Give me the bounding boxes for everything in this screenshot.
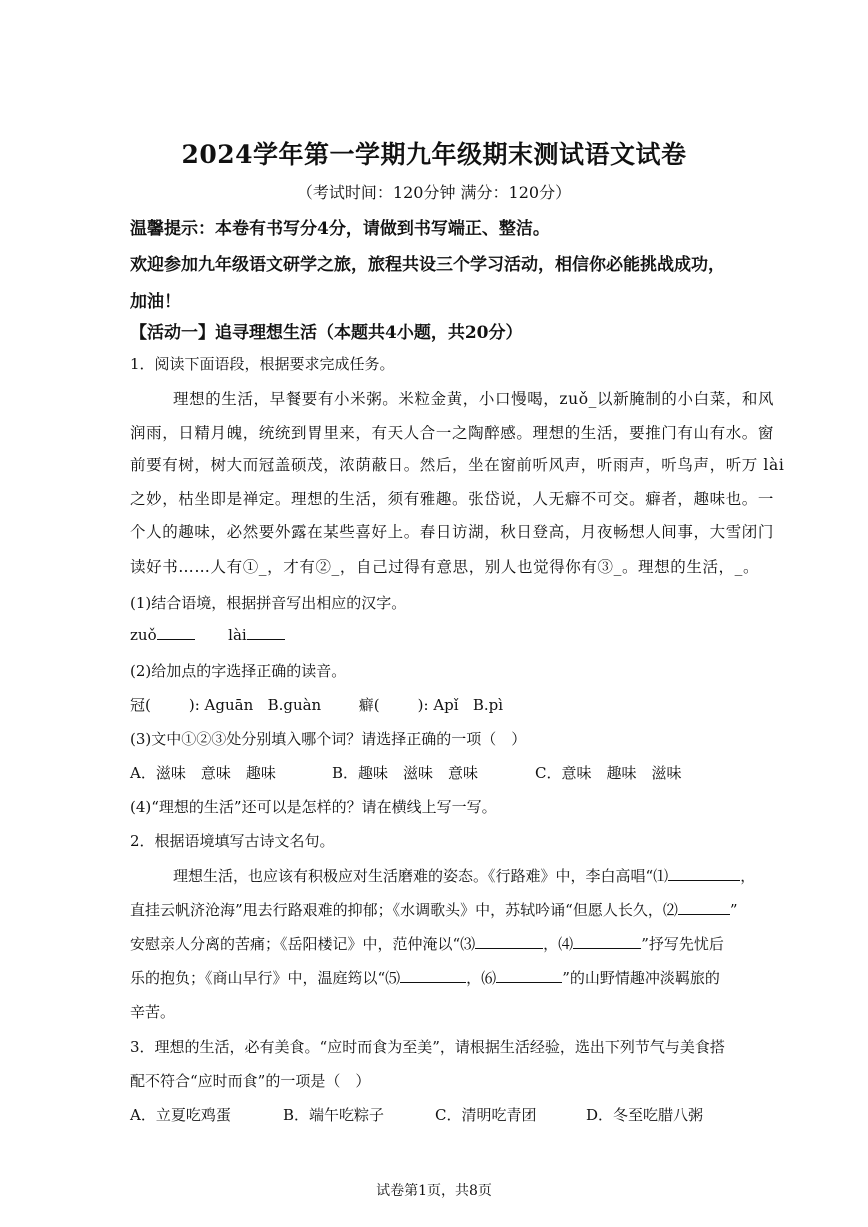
poem-blank-4[interactable] <box>573 934 641 949</box>
choice-b[interactable]: B．趣味 滋味 意味 <box>332 764 479 782</box>
poem-blank-5[interactable] <box>400 968 466 983</box>
poem-line-2: 直挂云帆济沧海”甩去行路艰难的抑郁；《水调歌头》中，苏轼吟诵“但愿人长久，⑵ ” <box>130 901 738 919</box>
choice-b[interactable]: B．端午吃粽子 <box>283 1106 385 1124</box>
passage-line: 个人的趣味，必然要外露在某些喜好上。春日访湖，秋日登高，月夜畅想人间事，大雪闭门 <box>130 523 775 541</box>
pronunciation-choices: 冠( ): Aguān B.guàn 癖( ): Apǐ B.pì <box>130 696 504 714</box>
pi-option-a: Apǐ <box>433 696 459 714</box>
poem-blank-2[interactable] <box>678 900 730 915</box>
question-1-stem: 1．阅读下面语段，根据要求完成任务。 <box>130 355 395 373</box>
question-3-stem-cont: 配不符合“应时而食”的一项是（ ） <box>130 1072 371 1090</box>
sub-question-1: (1)结合语境，根据拼音写出相应的汉字。 <box>130 594 407 612</box>
passage-line: 之妙，枯坐即是禅定。理想的生活，须有雅趣。张岱说，人无癖不可交。癖者，趣味也。一 <box>130 490 775 508</box>
question-2-stem: 2．根据语境填写古诗文名句。 <box>130 832 335 850</box>
writing-tip: 温馨提示：本卷有书写分4分，请做到书写端正、整洁。 <box>130 219 550 239</box>
guan-option-a: Aguān <box>204 696 254 714</box>
page-number: 试卷第1页，共8页 <box>376 1183 492 1199</box>
poem-blank-3[interactable] <box>475 934 543 949</box>
choice-a[interactable]: A．立夏吃鸡蛋 <box>130 1106 231 1124</box>
choice-c[interactable]: C．意味 趣味 滋味 <box>535 764 682 782</box>
guan-char: 冠( <box>130 696 151 714</box>
choice-d[interactable]: D．冬至吃腊八粥 <box>586 1106 704 1124</box>
answer-blank-zuo[interactable] <box>157 625 195 640</box>
exam-subtitle: （考试时间：120分钟 满分：120分） <box>296 183 572 202</box>
poem-blank-6[interactable] <box>496 968 562 983</box>
question-3-stem: 3．理想的生活，必有美食。“应时而食为至美”，请根据生活经验，选出下列节气与美食搭 <box>130 1038 725 1056</box>
poem-line-5: 辛苦。 <box>130 1003 176 1021</box>
sub-question-4: (4)“理想的生活”还可以是怎样的？请在横线上写一写。 <box>130 798 497 816</box>
pi-option-b: B.pì <box>472 696 504 714</box>
pinyin-zuo-item <box>130 625 285 644</box>
passage-line: 前要有树，树大而冠盖硕茂，浓荫蔽日。然后，坐在窗前听风声，听雨声，听鸟声，听万 lài <box>130 456 785 474</box>
choice-c[interactable]: C．清明吃青团 <box>435 1106 537 1124</box>
poem-blank-1[interactable] <box>668 866 740 881</box>
pinyin-zuo: zuǒ <box>130 626 157 644</box>
sub-question-2: (2)给加点的字选择正确的读音。 <box>130 662 347 680</box>
activity-heading: 【活动一】追寻理想生活（本题共4小题，共20分） <box>130 323 523 343</box>
exam-title: 2024学年第一学期九年级期末测试语文试卷 <box>181 140 687 169</box>
sub-question-3: (3)文中①②③处分别填入哪个词？请选择正确的一项（ ） <box>130 730 527 748</box>
pinyin-lai: lài <box>228 626 247 644</box>
passage-line: 读好书……人有①_，才有②_，自己过得有意思，别人也觉得你有③_。理想的生活，_。 <box>130 558 760 576</box>
poem-line-4: 乐的抱负；《商山早行》中，温庭筠以“⑸ ，⑹ ”的山野情趣冲淡羁旅的 <box>130 969 720 987</box>
welcome-line: 欢迎参加九年级语文研学之旅，旅程共设三个学习活动，相信你必能挑战成功， <box>130 255 725 275</box>
passage-line: 理想的生活，早餐要有小米粥。米粒金黄，小口慢喝，zuǒ_以新腌制的小白菜，和风 <box>173 390 775 408</box>
choice-a[interactable]: A．滋味 意味 趣味 <box>130 764 276 782</box>
poem-line-3: 安慰亲人分离的苦痛；《岳阳楼记》中，范仲淹以“⑶ ，⑷ ”抒写先忧后 <box>130 935 724 953</box>
guan-option-b: B.guàn <box>267 696 322 714</box>
passage-line: 润雨，日精月魄，统统到胃里来，有天人合一之陶醉感。理想的生活，要推门有山有水。窗 <box>130 424 775 442</box>
poem-line-1: 理想生活，也应该有积极应对生活磨难的姿态。《行路难》中，李白高唱“⑴ ， <box>173 867 756 885</box>
answer-blank-lai[interactable] <box>247 625 285 640</box>
welcome-line-end: 加油！ <box>130 292 181 312</box>
pi-char: 癖( <box>358 696 380 714</box>
